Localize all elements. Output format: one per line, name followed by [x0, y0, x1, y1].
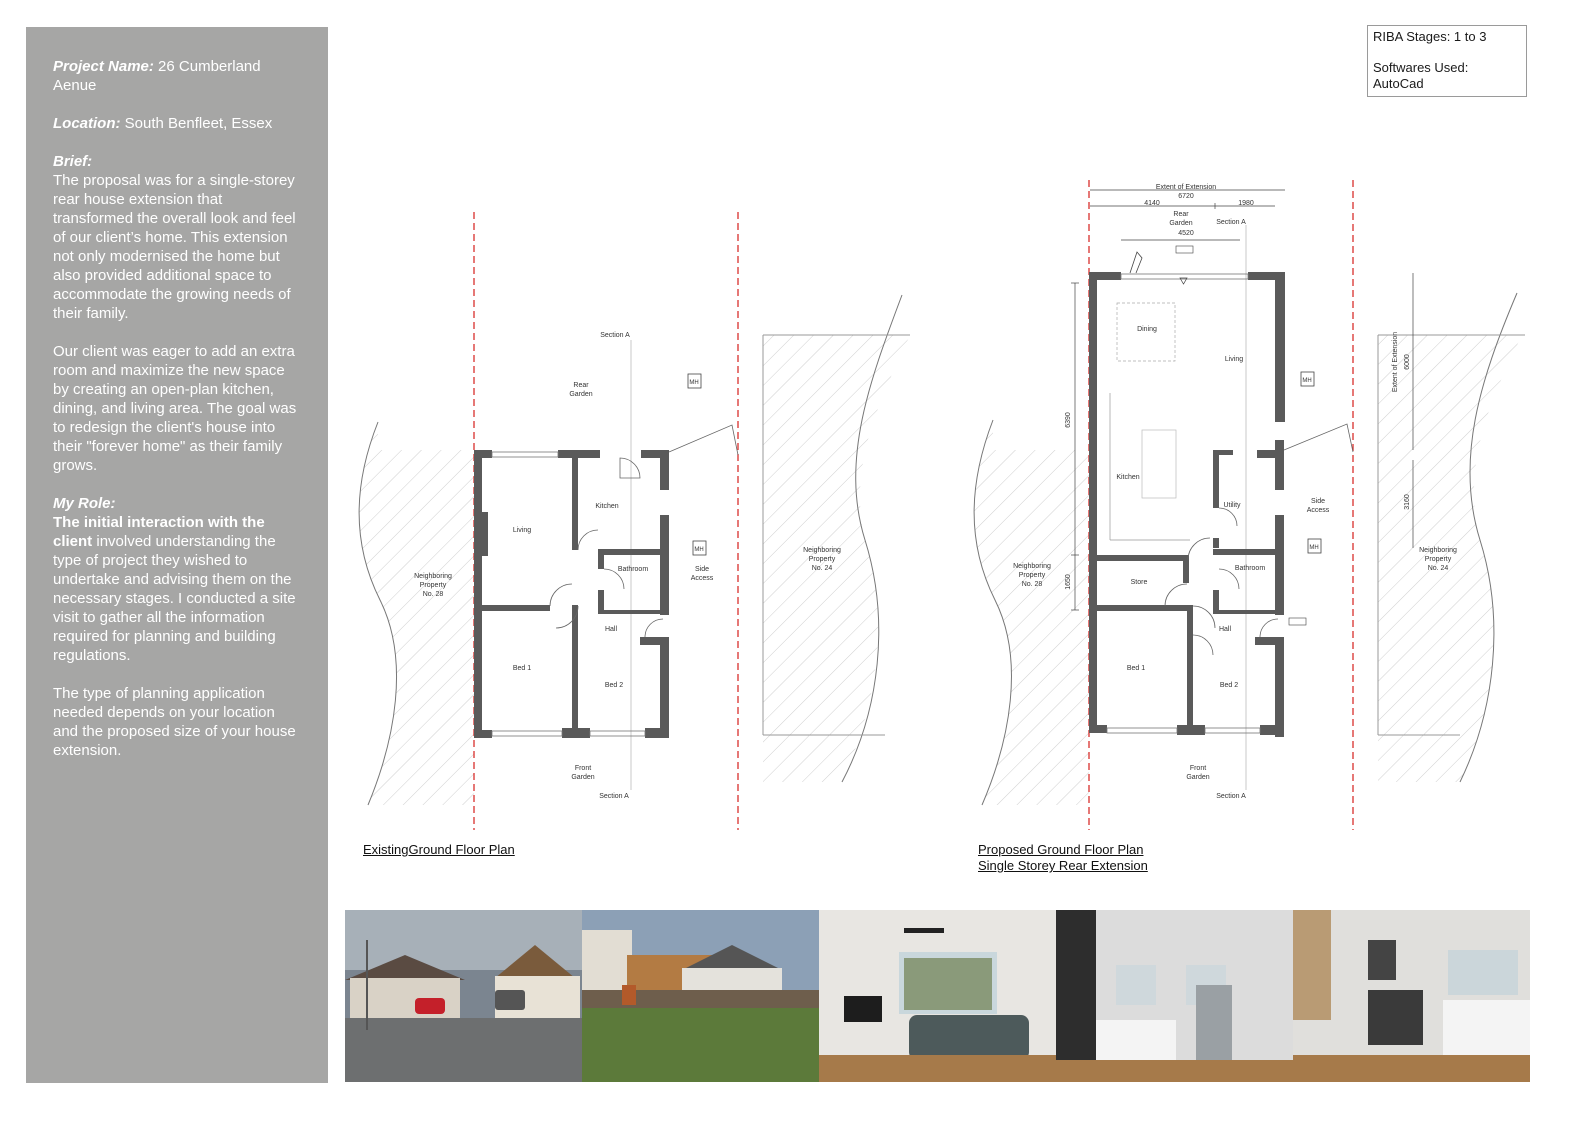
brief-heading-block: Brief:: [53, 153, 93, 170]
right-neighbor-label: Neighboring: [803, 547, 841, 554]
room-bathroom: Bathroom: [617, 566, 649, 573]
dimension-3160: 3160: [1404, 494, 1411, 510]
room-bed2: Bed 2: [1219, 682, 1239, 689]
room-living: Living: [1224, 356, 1244, 363]
riba-stages: RIBA Stages: 1 to 3: [1373, 29, 1487, 44]
left-neighbor-label-2: Property: [1018, 572, 1046, 579]
proposed-plan-title-line-1: Proposed Ground Floor Plan: [978, 842, 1144, 857]
dimension-6720: 6720: [1178, 193, 1194, 200]
rear-garden-label-2: Garden: [569, 391, 593, 398]
manhole-label-1: MH: [689, 380, 699, 386]
role-paragraph-1: The initial interaction with the client involved understanding the type of project they wished to undertake and advising them on the necessary stages. I conducted a site visit to gather all the information required for planning and building regulations.: [53, 514, 296, 664]
room-dining: Dining: [1137, 326, 1157, 333]
room-utility: Utility: [1223, 502, 1241, 509]
room-kitchen: Kitchen: [1116, 474, 1140, 481]
proposed-plan: [974, 180, 1353, 830]
rear-garden-label: Rear: [573, 382, 589, 389]
room-bed1: Bed 1: [1126, 665, 1146, 672]
manhole-label-2: MH: [694, 547, 704, 553]
proposed-plan-title-line-2: Single Storey Rear Extension: [978, 858, 1148, 873]
side-access-label: Side: [1310, 498, 1326, 505]
photo-living-room: [819, 910, 1056, 1082]
room-bed2: Bed 2: [604, 682, 624, 689]
proposed-plan-title: [978, 842, 1148, 874]
dimension-1650: 1650: [1065, 574, 1072, 590]
neighbor-label-3: No. 24: [1427, 565, 1449, 572]
software-value: AutoCad: [1373, 76, 1424, 91]
section-label-bottom: Section A: [599, 793, 629, 800]
room-store: Store: [1130, 579, 1148, 586]
site-photos-strip: [345, 910, 1530, 1082]
rear-garden-label: Rear: [1173, 211, 1189, 218]
dimension-6000: 6000: [1404, 354, 1411, 370]
dimension-4520: 4520: [1178, 230, 1194, 237]
existing-plan: [359, 212, 910, 830]
photo-street-view: [345, 910, 582, 1082]
side-access-label-2: Access: [1306, 507, 1330, 514]
room-hall: Hall: [604, 626, 618, 633]
left-neighbor-label-2: Property: [419, 582, 447, 589]
front-garden-label-2: Garden: [571, 774, 595, 781]
dimension-1980: 1980: [1238, 200, 1254, 207]
side-access-label-2: Access: [690, 575, 714, 582]
front-garden-label-2: Garden: [1186, 774, 1210, 781]
rear-garden-label-2: Garden: [1169, 220, 1193, 227]
side-access-label: Side: [694, 566, 710, 573]
left-neighbor-label: Neighboring: [1013, 563, 1051, 570]
left-neighbor-hatch: [359, 422, 474, 805]
room-hall: Hall: [1218, 626, 1232, 633]
project-name: Project Name: 26 Cumberland Aenue: [53, 58, 261, 94]
project-location: Location: South Benfleet, Essex: [53, 115, 273, 132]
brief-paragraph-1: The proposal was for a single-storey rear house extension that transformed the overall look and feel of our client’s home. This extension not only modernised the home but also provided additional space to accommodate the growing needs of their family.: [53, 172, 296, 322]
role-heading-block: My Role:: [53, 495, 116, 512]
room-kitchen: Kitchen: [595, 503, 619, 510]
left-neighbor-label: Neighboring: [414, 573, 452, 580]
front-garden-label: Front: [1189, 765, 1207, 772]
walls: [474, 450, 669, 738]
section-label-bottom: Section A: [1216, 793, 1246, 800]
photo-rear-garden: [582, 910, 819, 1082]
room-living: Living: [512, 527, 532, 534]
photo-kitchen: [1056, 910, 1293, 1082]
dimension-6390: 6390: [1065, 412, 1072, 428]
section-label-top: Section A: [600, 332, 630, 339]
extent-label-vertical: Extent of Extension: [1392, 331, 1399, 393]
role-paragraph-2: The type of planning application needed depends on your location and the proposed size of your house extension.: [53, 685, 296, 759]
side-neighbor-strip: [1378, 273, 1525, 782]
neighbor-label-2: Property: [1424, 556, 1452, 563]
room-bathroom: Bathroom: [1234, 565, 1266, 572]
brief-paragraph-2: Our client was eager to add an extra room and maximize the new space by creating an open-plan kitchen, dining, and living area. The goal was to redesign the client's house into their "forever home" as their family grows.: [53, 343, 297, 474]
right-neighbor-hatch: [763, 335, 910, 782]
right-neighbor-label-2: Property: [808, 556, 836, 563]
left-neighbor-label-3: No. 28: [422, 591, 444, 598]
existing-plan-title: ExistingGround Floor Plan: [363, 842, 515, 857]
front-garden-label: Front: [574, 765, 592, 772]
section-label-top: Section A: [1216, 219, 1246, 226]
manhole-label-1: MH: [1302, 378, 1312, 384]
photo-kitchen-2: [1293, 910, 1530, 1082]
walls: [1089, 272, 1285, 737]
manhole-label-2: MH: [1309, 545, 1319, 551]
extent-label: Extent of Extension: [1155, 184, 1217, 191]
room-bed1: Bed 1: [512, 665, 532, 672]
right-neighbor-label-3: No. 24: [811, 565, 833, 572]
software-label: Softwares Used:: [1373, 60, 1469, 75]
left-neighbor-hatch: [974, 420, 1089, 805]
neighbor-label: Neighboring: [1419, 547, 1457, 554]
left-neighbor-label-3: No. 28: [1021, 581, 1043, 588]
dimension-4140: 4140: [1144, 200, 1160, 207]
